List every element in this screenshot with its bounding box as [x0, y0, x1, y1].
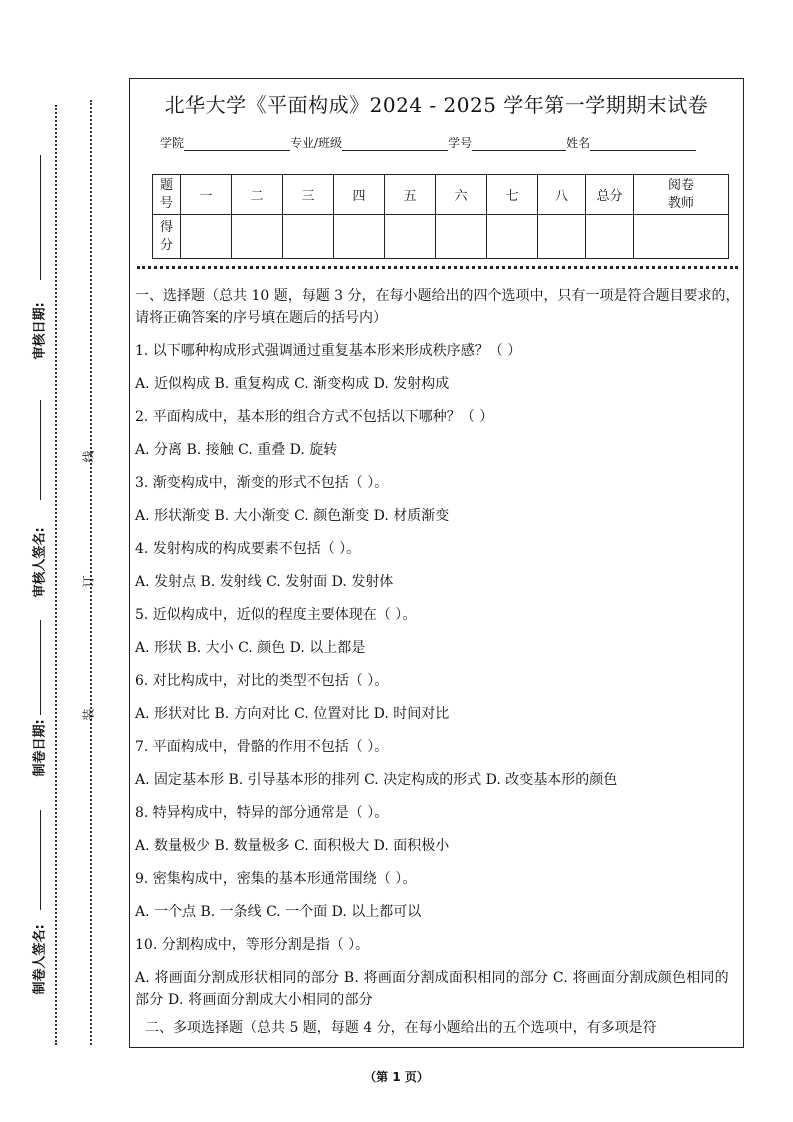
major-field[interactable]	[342, 138, 448, 151]
student-id-field[interactable]	[472, 138, 566, 151]
question-options: A. 近似构成 B. 重复构成 C. 渐变构成 D. 发射构成	[135, 376, 450, 392]
question-options: A. 分离 B. 接触 C. 重叠 D. 旋转	[135, 442, 338, 458]
seal-dotted-divider	[137, 266, 738, 269]
score-col-8: 八	[538, 175, 586, 215]
page-number: （第 1 页）	[364, 1070, 429, 1084]
question: 4. 发射构成的构成要素不包括（ ）。	[135, 541, 361, 557]
name-label: 姓名	[566, 136, 591, 150]
maker-date-line	[40, 620, 41, 715]
maker-sign-line	[40, 810, 41, 910]
score-col-1: 一	[181, 175, 232, 215]
question-options: A. 将画面分割成形状相同的部分 B. 将画面分割成面积相同的部分 C. 将画面分割成颜色相同的部分 D. 将画面分割成大小相同的部分	[135, 970, 729, 1008]
binding-mark-order: 订	[81, 575, 96, 588]
binding-mark-install: 装	[81, 708, 96, 721]
question: 6. 对比构成中，对比的类型不包括（ ）。	[135, 673, 389, 689]
score-col-5: 五	[385, 175, 436, 215]
score-col-2: 二	[232, 175, 283, 215]
score-col-total: 总分	[586, 175, 634, 215]
score-cell[interactable]	[436, 215, 487, 259]
score-table-score-row	[153, 215, 729, 259]
score-cell[interactable]	[181, 215, 232, 259]
score-col-7: 七	[487, 175, 538, 215]
exam-title: 北华大学《平面构成》2024 - 2025 学年第一学期期末试卷	[164, 93, 709, 117]
question: 9. 密集构成中，密集的基本形通常围绕（ ）。	[135, 871, 417, 887]
binding-dotted-line-inner	[90, 100, 92, 1045]
question-options: A. 形状对比 B. 方向对比 C. 位置对比 D. 时间对比	[135, 706, 450, 722]
audit-date-label: 审核日期:	[32, 302, 48, 360]
score-col-3: 三	[283, 175, 334, 215]
score-table-header-row	[153, 175, 729, 215]
score-cell[interactable]	[334, 215, 385, 259]
score-col-grader: 阅卷 教师	[634, 175, 729, 215]
question-options: A. 一个点 B. 一条线 C. 一个面 D. 以上都可以	[135, 904, 422, 920]
score-cell[interactable]	[232, 215, 283, 259]
question: 2. 平面构成中，基本形的组合方式不包括以下哪种？（ ）	[135, 409, 494, 425]
college-label: 学院	[160, 136, 185, 150]
question-options: A. 形状 B. 大小 C. 颜色 D. 以上都是	[135, 640, 366, 656]
maker-sign-label: 制卷人签名:	[32, 924, 48, 995]
section2-heading: 二、多项选择题（总共 5 题，每题 4 分，在每小题给出的五个选项中，有多项是符	[145, 1020, 657, 1036]
score-col-6: 六	[436, 175, 487, 215]
score-table-row2-label: 得 分	[153, 215, 181, 259]
score-cell[interactable]	[634, 215, 729, 259]
score-cell[interactable]	[385, 215, 436, 259]
college-field[interactable]	[184, 138, 290, 151]
question: 1. 以下哪种构成形式强调通过重复基本形来形成秩序感？（ ）	[135, 343, 522, 359]
student-info-row	[160, 134, 696, 151]
question-options: A. 形状渐变 B. 大小渐变 C. 颜色渐变 D. 材质渐变	[135, 508, 450, 524]
maker-date-label: 制卷日期:	[32, 719, 48, 777]
auditor-sign-label: 审核人签名:	[32, 527, 48, 598]
audit-date-line	[40, 155, 41, 280]
question: 10. 分割构成中，等形分割是指（ ）。	[135, 937, 370, 953]
exam-frame	[129, 78, 744, 1048]
score-col-4: 四	[334, 175, 385, 215]
question-options: A. 数量极少 B. 数量极多 C. 面积极大 D. 面积极小	[135, 838, 450, 854]
section1-heading: 一、选择题（总共 10 题，每题 3 分，在每小题给出的四个选项中，只有一项是符合题目要求的，请将正确答案的序号填在题后的括号内）	[135, 288, 740, 326]
binding-mark-line: 线	[81, 450, 96, 463]
score-cell[interactable]	[283, 215, 334, 259]
score-cell[interactable]	[586, 215, 634, 259]
question: 3. 渐变构成中，渐变的形式不包括（ ）。	[135, 475, 389, 491]
major-label: 专业/班级	[290, 136, 343, 150]
question-options: A. 固定基本形 B. 引导基本形的排列 C. 决定构成的形式 D. 改变基本形的颜色	[135, 772, 618, 788]
score-table	[152, 174, 729, 259]
name-field[interactable]	[590, 138, 696, 151]
question-options: A. 发射点 B. 发射线 C. 发射面 D. 发射体	[135, 574, 394, 590]
question: 7. 平面构成中，骨骼的作用不包括（ ）。	[135, 739, 389, 755]
question: 8. 特异构成中，特异的部分通常是（ ）。	[135, 805, 389, 821]
question: 5. 近似构成中，近似的程度主要体现在（ ）。	[135, 607, 417, 623]
student-id-label: 学号	[448, 136, 473, 150]
score-cell[interactable]	[487, 215, 538, 259]
auditor-sign-line	[40, 400, 41, 500]
score-cell[interactable]	[538, 215, 586, 259]
binding-dotted-line-outer	[55, 105, 57, 1045]
exam-content	[135, 285, 740, 1039]
score-table-row1-label: 题 号	[153, 175, 181, 215]
